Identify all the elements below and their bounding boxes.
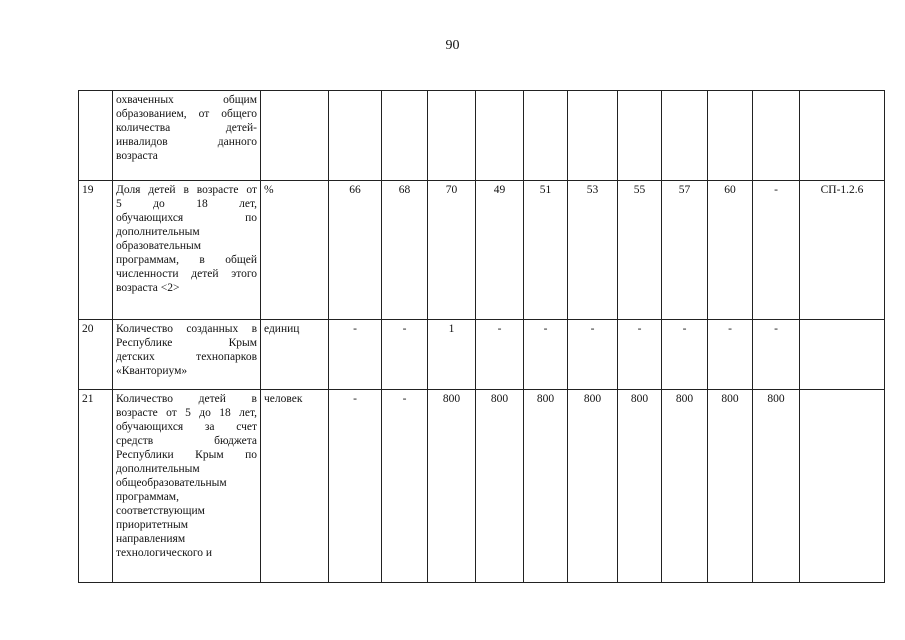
- value-cell: -: [329, 390, 382, 583]
- indicator-name-line: возраста: [116, 150, 158, 162]
- unit-cell: единиц: [261, 320, 329, 390]
- unit-cell: [261, 91, 329, 181]
- indicator-name-line: Доля детей в возрасте от: [116, 184, 257, 196]
- table-row: [79, 91, 885, 181]
- value-cell: 800: [568, 390, 618, 583]
- value-cell: -: [753, 181, 800, 320]
- value-cell: 70: [428, 181, 476, 320]
- value-cell: [662, 91, 708, 181]
- value-cell: 1: [428, 320, 476, 390]
- value-cell: -: [524, 320, 568, 390]
- indicator-name-line: возрасте от 5 до 18 лет,: [116, 407, 257, 419]
- row-number-cell: [79, 91, 113, 181]
- value-cell: [382, 91, 428, 181]
- value-cell: 800: [476, 390, 524, 583]
- value-cell: 800: [753, 390, 800, 583]
- indicator-name-line: обучающихся за счет: [116, 421, 257, 433]
- value-cell: -: [382, 320, 428, 390]
- value-cell: 57: [662, 181, 708, 320]
- indicator-name-line: дополнительным: [116, 463, 200, 475]
- indicator-name-line: образованием, от общего: [116, 108, 257, 120]
- indicator-name-line: соответствующим: [116, 505, 205, 517]
- indicator-name-line: Количество созданных в: [116, 323, 257, 335]
- indicator-name-line: численности детей этого: [116, 268, 257, 280]
- indicator-name-line: образовательным: [116, 240, 202, 252]
- value-cell: [618, 91, 662, 181]
- value-cell: [708, 91, 753, 181]
- indicator-name-line: направлениям: [116, 533, 186, 545]
- value-cell: -: [708, 320, 753, 390]
- indicator-name-cell: [113, 91, 261, 181]
- value-cell: 51: [524, 181, 568, 320]
- value-cell: -: [662, 320, 708, 390]
- value-cell: 60: [708, 181, 753, 320]
- value-cell: 53: [568, 181, 618, 320]
- indicator-name-line: Количество детей в: [116, 393, 257, 405]
- indicator-name-cell: [113, 181, 261, 320]
- value-cell: [476, 91, 524, 181]
- value-cell: [329, 91, 382, 181]
- value-cell: [428, 91, 476, 181]
- value-cell: 55: [618, 181, 662, 320]
- value-cell: 800: [708, 390, 753, 583]
- reference-cell: [800, 91, 885, 181]
- value-cell: 800: [524, 390, 568, 583]
- indicator-name-line: программам,: [116, 491, 179, 503]
- indicator-name-line: общеобразовательным: [116, 477, 227, 489]
- value-cell: 49: [476, 181, 524, 320]
- indicator-name-line: охваченных общим: [116, 94, 257, 106]
- table-row: [79, 320, 885, 390]
- indicator-name-line: возраста <2>: [116, 282, 180, 294]
- value-cell: 800: [428, 390, 476, 583]
- value-cell: 68: [382, 181, 428, 320]
- row-number-cell: 21: [79, 390, 113, 583]
- value-cell: -: [382, 390, 428, 583]
- unit-cell: %: [261, 181, 329, 320]
- indicator-name-cell: [113, 390, 261, 583]
- value-cell: [524, 91, 568, 181]
- indicator-name-line: детских технопарков: [116, 351, 257, 363]
- value-cell: 66: [329, 181, 382, 320]
- value-cell: 800: [662, 390, 708, 583]
- value-cell: [568, 91, 618, 181]
- indicator-name-line: 5 до 18 лет,: [116, 198, 257, 210]
- reference-cell: [800, 320, 885, 390]
- indicator-name-line: дополнительным: [116, 226, 200, 238]
- indicator-name-line: средств бюджета: [116, 435, 257, 447]
- value-cell: -: [753, 320, 800, 390]
- indicator-name-cell: [113, 320, 261, 390]
- row-number-cell: 19: [79, 181, 113, 320]
- indicator-name-line: количества детей-: [116, 122, 257, 134]
- table-row: [79, 390, 885, 583]
- unit-cell: человек: [261, 390, 329, 583]
- row-number-cell: 20: [79, 320, 113, 390]
- indicator-name-line: приоритетным: [116, 519, 189, 531]
- indicator-name-line: Республики Крым по: [116, 449, 257, 461]
- reference-cell: СП-1.2.6: [800, 181, 885, 320]
- value-cell: 800: [618, 390, 662, 583]
- indicator-name-line: технологического и: [116, 547, 213, 559]
- page-number: 90: [445, 38, 460, 53]
- indicator-name-line: обучающихся по: [116, 212, 257, 224]
- indicators-table: [78, 90, 885, 583]
- indicator-name-line: инвалидов данного: [116, 136, 257, 148]
- indicator-name-line: программам, в общей: [116, 254, 257, 266]
- value-cell: -: [618, 320, 662, 390]
- table-row: [79, 181, 885, 320]
- value-cell: -: [476, 320, 524, 390]
- reference-cell: [800, 390, 885, 583]
- value-cell: -: [568, 320, 618, 390]
- value-cell: [753, 91, 800, 181]
- value-cell: -: [329, 320, 382, 390]
- indicator-name-line: «Кванториум»: [116, 365, 188, 377]
- indicator-name-line: Республике Крым: [116, 337, 257, 349]
